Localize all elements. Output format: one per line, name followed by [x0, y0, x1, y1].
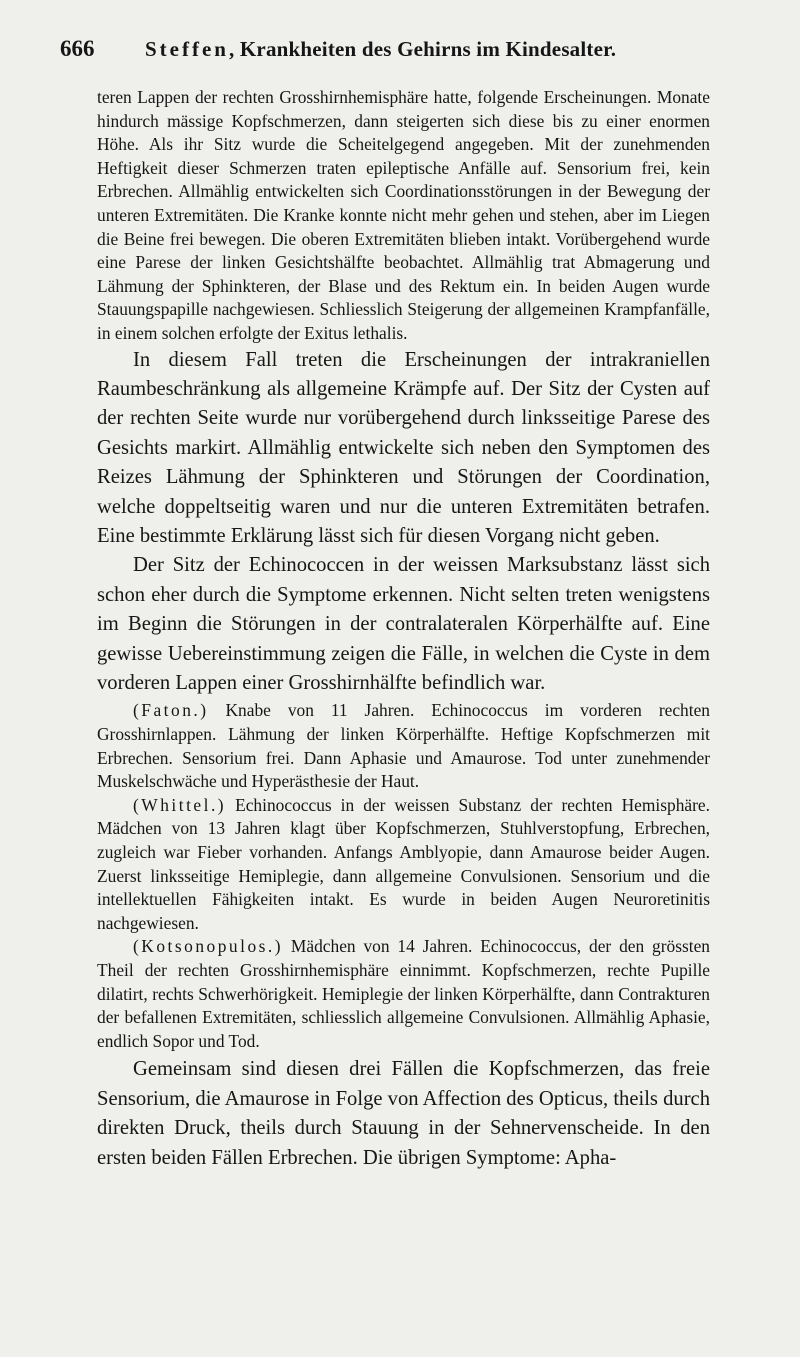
- paragraph-case-description: teren Lappen der rechten Grosshirnhemisphäre hatte, folgende Erscheinungen. Monate hindurch mässige Kopfschmerzen, dann steigerten sich diese bis zu einer enormen Höhe. Als ihr Sitz wurde die Scheitelgegend angegeben. Mit der zunehmenden Heftigkeit dieser Schmerzen traten epileptische Anfälle auf. Sensorium frei, kein Erbrechen. Allmählig entwickelten sich Coordinationsstörungen in der Bewegung der unteren Extremitäten. Die Kranke konnte nicht mehr gehen und stehen, aber im Liegen die Beine frei bewegen. Die oberen Extremitäten blieben intakt. Vorübergehend wurde eine Parese der linken Gesichtshälfte beobachtet. Allmählig trat Abmagerung und Lähmung der Sphinkteren, der Blase und des Rektum ein. In beiden Augen wurde Stauungspapille nachgewiesen. Schliesslich Steigerung der allgemeinen Krampfanfälle, in einem solchen erfolgte der Exitus lethalis.: [97, 87, 710, 343]
- case-author-faton: (Faton.): [133, 700, 209, 721]
- case-report-kotsonopulos: [97, 935, 710, 1053]
- case-text-faton: Knabe von 11 Jahren. Echinococcus im vorderen rechten Grosshirnlappen. Lähmung der linken Körperhälfte. Heftige Kopfschmerzen mit Erbrechen. Sensorium frei. Dann Aphasie und Amaurose. Tod unter zunehmender Muskelschwäche und Hyperästhesie der Haut.: [97, 700, 710, 792]
- case-report-faton: [97, 699, 710, 793]
- paragraph-summary: Gemeinsam sind diesen drei Fällen die Kopfschmerzen, das freie Sensorium, die Amaurose in Folge von Affection des Opticus, theils durch direkten Druck, theils durch Stauung in der Sehnervenscheide. In den ersten beiden Fällen Erbrechen. Die übrigen Symptome: Apha-: [97, 1058, 710, 1169]
- paragraph-discussion: In diesem Fall treten die Erscheinungen der intrakraniellen Raumbeschränkung als allgemeine Krämpfe auf. Der Sitz der Cysten auf der rechten Seite wurde nur vorübergehend durch linksseitige Parese des Gesichts markirt. Allmählig entwickelte sich neben den Symptomen des Reizes Lähmung der Sphinkteren und Störungen der Coordination, welche doppeltseitig waren und nur die unteren Extremitäten betrafen. Eine bestimmte Erklärung lässt sich für diesen Vorgang nicht geben.: [97, 348, 710, 547]
- paragraph-white-matter: Der Sitz der Echinococcen in der weissen Marksubstanz lässt sich schon eher durch die Symptome erkennen. Nicht selten treten wenigstens im Beginn die Störungen in der contralateralen Körperhälfte auf. Eine gewisse Uebereinstimmung zeigen die Fälle, in welchen die Cyste in dem vorderen Lappen einer Grosshirnhälfte befindlich war.: [97, 554, 710, 694]
- case-list: [97, 699, 710, 1053]
- author-name: Steffen: [145, 37, 229, 61]
- running-title-text: , Krankheiten des Gehirns im Kindesalter.: [228, 37, 617, 61]
- running-title: [145, 37, 616, 62]
- case-author-whittel: (Whittel.): [133, 794, 227, 815]
- running-header: [60, 36, 710, 76]
- case-text-kotsonopulos: Mädchen von 14 Jahren. Echinococcus, der den grössten Theil der rechten Grosshirnhemisphäre einnimmt. Kopfschmerzen, rechte Pupille dilatirt, rechts Schwerhörigkeit. Hemiplegie der linken Körperhälfte, dann Contrakturen der befallenen Extremitäten, schliesslich allgemeine Convulsionen. Allmählig Aphasie, endlich Sopor und Tod.: [97, 936, 710, 1051]
- page-number: 666: [60, 36, 95, 61]
- case-report-whittel: [97, 794, 710, 936]
- case-author-kotsonopulos: (Kotsonopulos.): [133, 936, 284, 957]
- case-text-whittel: Echinococcus in der weissen Substanz der rechten Hemisphäre. Mädchen von 13 Jahren klagt über Kopfschmerzen, Stuhlverstopfung, Erbrechen, zugleich war Fieber vorhanden. Anfangs Amblyopie, dann Amaurose beider Augen. Zuerst linksseitige Hemiplegie, dann allgemeine Convulsionen. Sensorium und die intellektuellen Fähigkeiten intakt. Es wurde in beiden Augen Neuroretinitis nachgewiesen.: [97, 794, 710, 933]
